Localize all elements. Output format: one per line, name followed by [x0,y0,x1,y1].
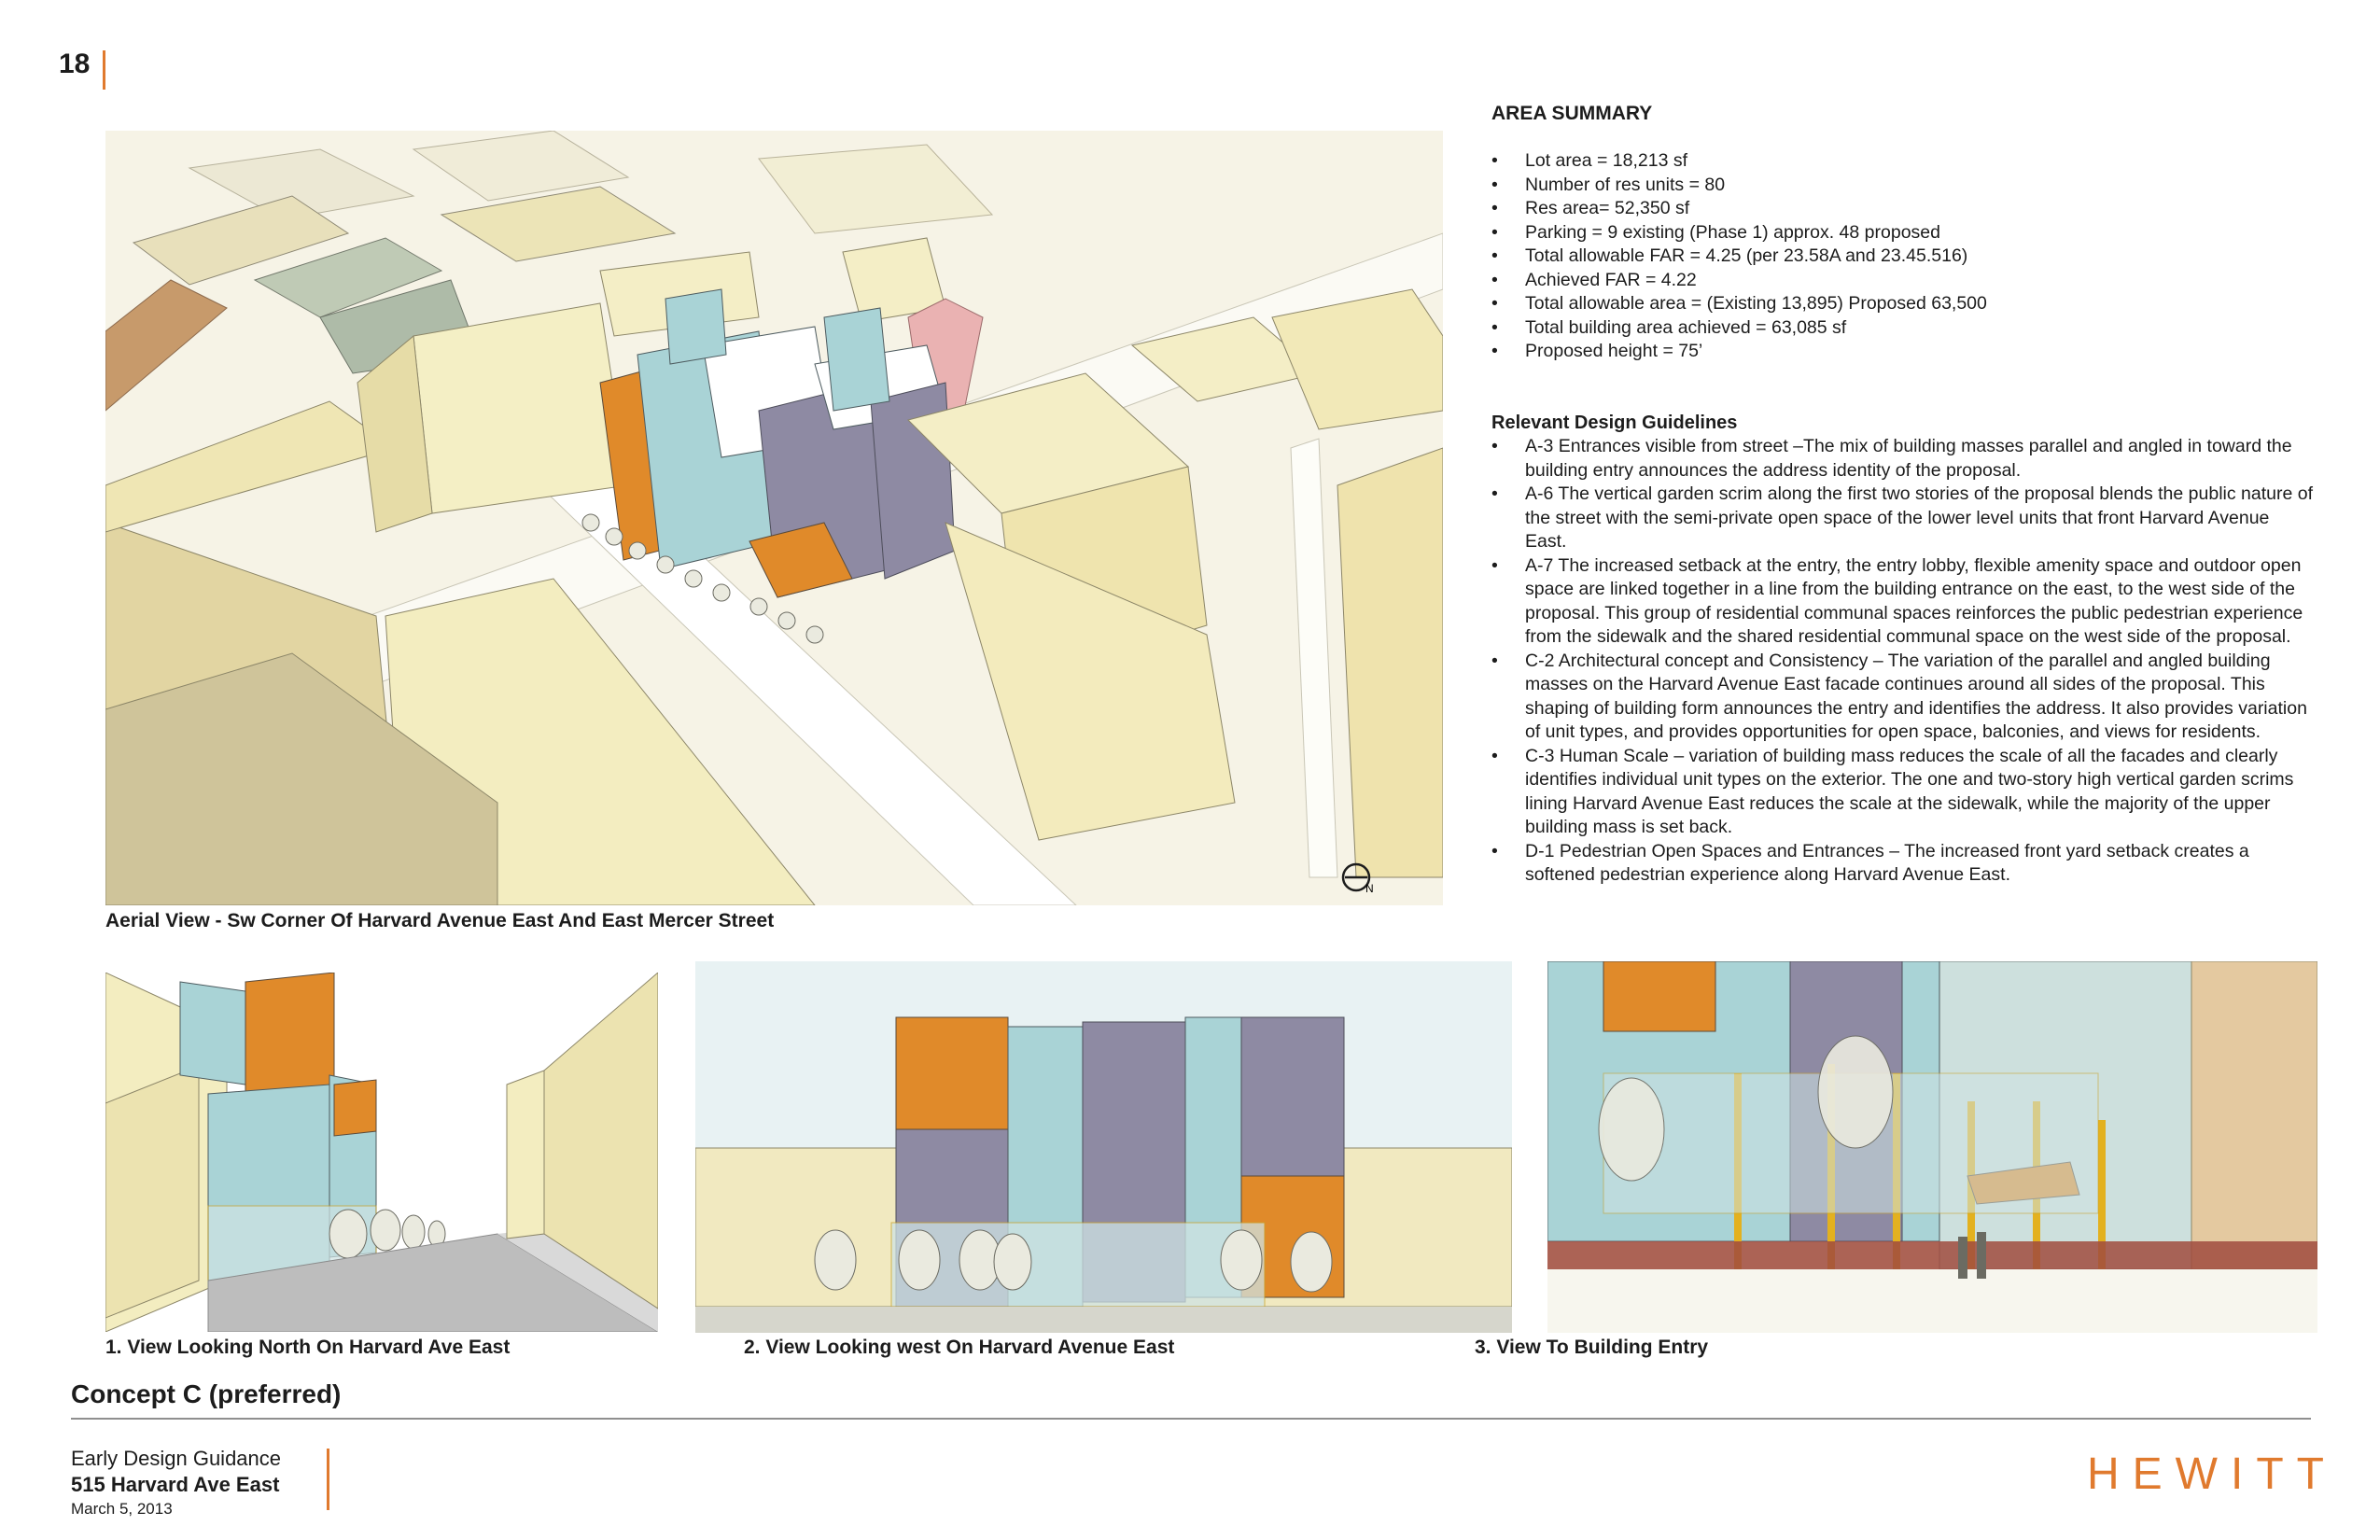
area-summary-list [1491,149,2051,364]
footer-address: 515 Harvard Ave East [71,1473,280,1496]
footer-divider [327,1449,329,1510]
list-item: • Total allowable area = (Existing 13,895) Proposed 63,500 [1491,292,2051,316]
section-title: Concept C (preferred) [71,1379,342,1408]
list-item: • D-1 Pedestrian Open Spaces and Entrances – The increased front yard setback creates a softened pedestrian experience along Harvard Avenue East. [1491,840,2313,888]
list-item: • Proposed height = 75’ [1491,340,2051,364]
list-item: • Number of res units = 80 [1491,174,2051,198]
view-2-caption: 2. View Looking west On Harvard Avenue East [744,1337,1175,1358]
list-item: • Lot area = 18,213 sf [1491,149,2051,174]
aerial-view-image [105,131,1443,905]
svg-text:N: N [1365,882,1374,895]
design-guidelines-list [1491,435,2313,888]
list-item: • A-6 The vertical garden scrim along the first two stories of the proposal blends the public nature of the street with the semi-private open space of the lower level units that front Harvard Avenue East. [1491,483,2313,554]
view-3-image [1547,961,2317,1333]
list-item: • Parking = 9 existing (Phase 1) approx. 48 proposed [1491,221,2051,245]
list-item: • Achieved FAR = 4.22 [1491,269,2051,293]
footer-doc-title: Early Design Guidance [71,1447,282,1470]
list-item: • A-3 Entrances visible from street –The mix of building masses parallel and angled in toward the building entry announces the address identity of the proposal. [1491,435,2313,483]
view-2-image [695,961,1512,1333]
hewitt-logo: HEWITT [2087,1449,2337,1499]
design-guidelines-title: Relevant Design Guidelines [1491,413,1738,433]
view-1-image [105,973,658,1332]
footer-date: March 5, 2013 [71,1500,173,1518]
list-item: • A-7 The increased setback at the entry, the entry lobby, flexible amenity space and outdoor open space are linked together in a line from the building entrance on the east, to the west side of the proposal. This group of residential communal spaces reinforces the public pedestrian experience from the sidewalk and the shared residential communal space on the west side of the proposal. [1491,554,2313,650]
view-3-caption: 3. View To Building Entry [1475,1337,1709,1358]
list-item: • C-2 Architectural concept and Consistency – The variation of the parallel and angled building masses on the Harvard Avenue East facade continues around all sides of the proposal. This shaping of building form announces the entry and identifies the address. It also provides variation of unit types, and provides opportunities for open space, balconies, and views for residents. [1491,650,2313,745]
page-number: 18 [59,49,91,79]
divider [71,1418,2311,1420]
view-1-caption: 1. View Looking North On Harvard Ave East [105,1337,511,1358]
aerial-view-caption: Aerial View - Sw Corner Of Harvard Avenue East And East Mercer Street [105,910,775,931]
north-arrow-icon [1337,859,1375,896]
page-number-divider [103,50,105,90]
list-item: • Total building area achieved = 63,085 sf [1491,316,2051,341]
list-item: • Total allowable FAR = 4.25 (per 23.58A and 23.45.516) [1491,245,2051,269]
list-item: • C-3 Human Scale – variation of building mass reduces the scale of all the facades and clearly identifies individual unit types on the exterior. The one and two-story high vertical garden scrims lining Harvard Avenue East reduces the scale at the sidewalk, while the majority of the upper building mass is set back. [1491,745,2313,840]
list-item: • Res area= 52,350 sf [1491,197,2051,221]
area-summary-title: AREA SUMMARY [1491,103,1653,124]
